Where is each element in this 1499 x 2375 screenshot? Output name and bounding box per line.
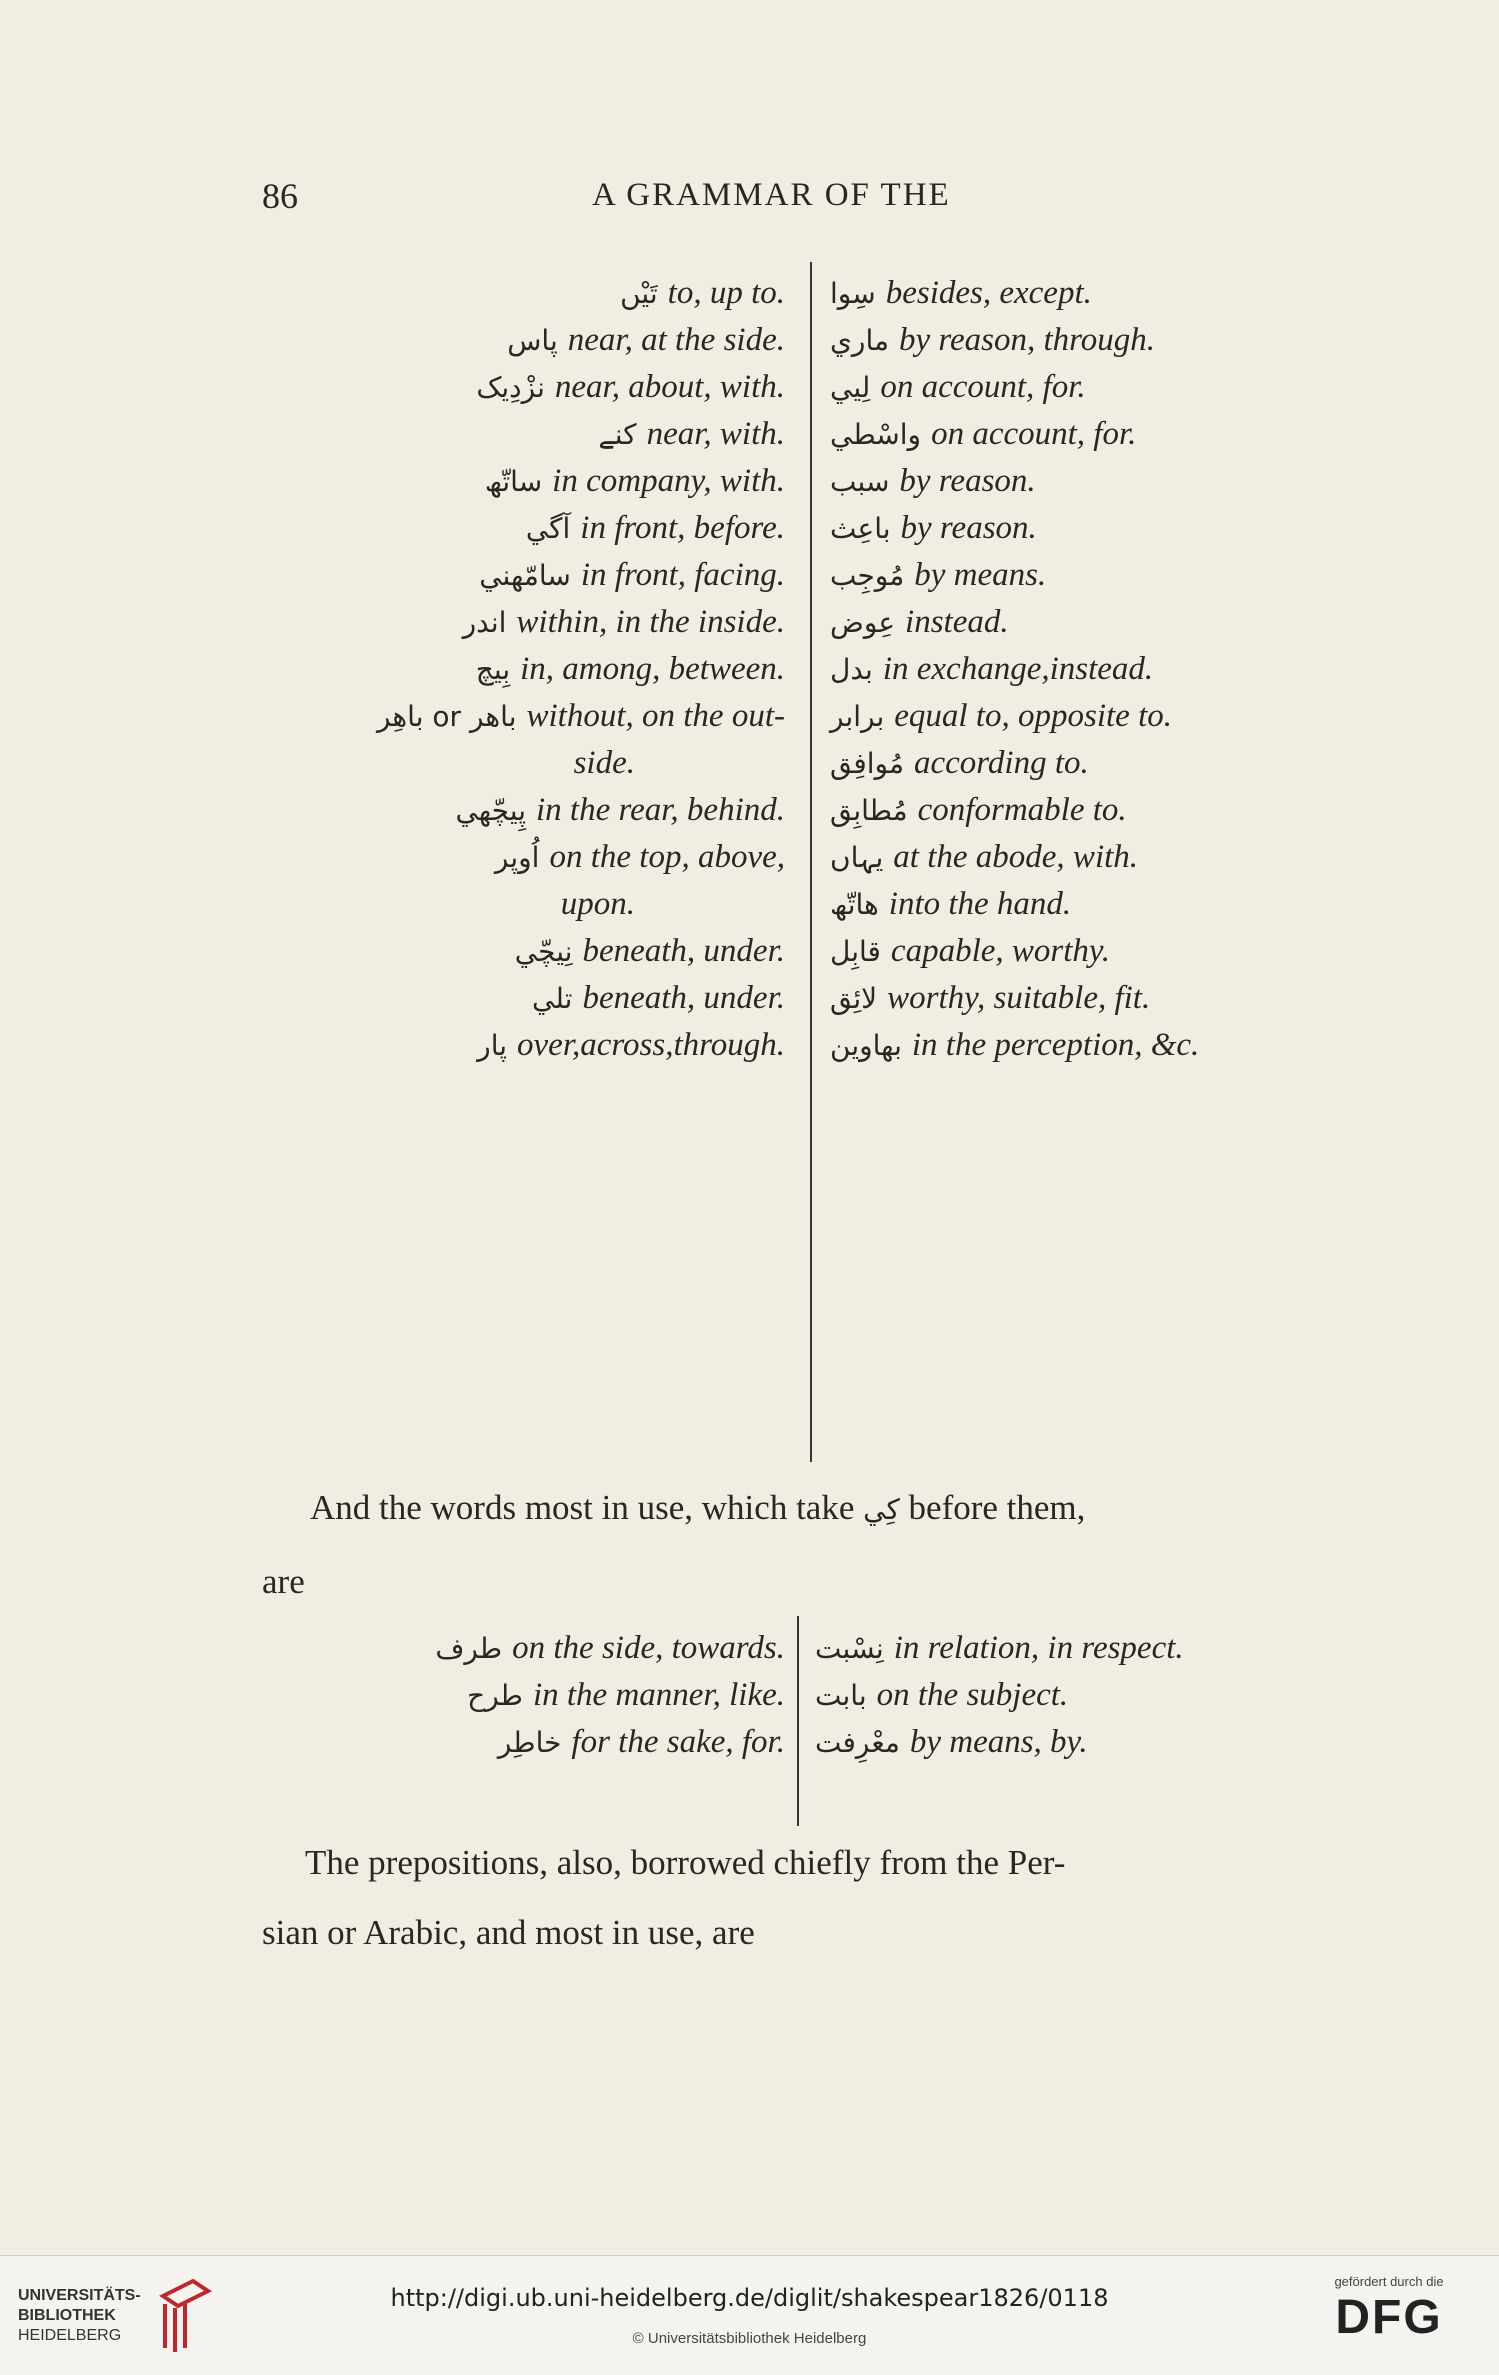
hindustani-word: لِيي [830,371,871,404]
hindustani-word: اُوپر [494,841,540,874]
english-gloss: besides, except. [885,275,1092,311]
right-entry-row [830,933,1110,970]
left-entry-row [455,792,785,829]
english-gloss: on the subject. [876,1677,1069,1713]
page-number: 86 [262,176,298,216]
english-gloss: on account, for. [880,369,1086,405]
english-gloss: capable, worthy. [890,933,1110,969]
left-entry-row [477,1027,785,1064]
left-entry-row [526,510,785,547]
hindustani-word: ماري [830,324,889,357]
paragraph-borrowed-prepositions [305,1835,1065,1891]
hindustani-word: بِيچ [475,653,511,686]
hindustani-word: طرف [435,1632,503,1665]
english-gloss: near, at the side. [567,322,785,358]
english-gloss: into the hand. [888,886,1072,922]
hindustani-word: برابر [830,700,885,733]
english-gloss: instead. [905,604,1009,640]
right-entry-row [830,698,1172,735]
hindustani-word: باعِث [830,512,891,545]
left-preposition-column [240,275,785,1475]
left-entry-row [598,416,785,453]
library-line2: BIBLIOTHEK [18,2307,116,2324]
hindustani-word: سِوا [830,277,876,310]
hindustani-word: بهاوين [830,1029,902,1062]
right-entry-row [830,275,1092,312]
english-gloss: over,across,through. [517,1027,785,1063]
hindustani-word: خاطِر [497,1726,562,1759]
hindustani-word: مُوافِق [830,747,904,780]
left-entry-2-row [498,1724,785,1761]
left-entry-row [507,322,785,359]
hindustani-word: طرح [467,1679,523,1712]
english-gloss: within, in the inside. [516,604,785,640]
english-gloss: to, up to. [667,275,785,311]
paragraph-words-taking-ki [310,1480,1085,1538]
hindustani-word: ساتّھ [484,465,543,498]
hindustani-word: هاتّھ [830,888,879,921]
left-entry-row [495,839,785,876]
right-entry-row [830,463,1036,500]
hindustani-word: پار [477,1029,508,1062]
column-divider [810,262,812,1462]
dfg-logo [1309,2274,1469,2364]
left-entry-row [377,698,785,735]
right-entry-2-row [815,1724,1088,1761]
english-gloss: beneath, under. [582,980,785,1016]
hindustani-word: قابِل [830,935,881,968]
english-gloss: in company, with. [552,463,785,499]
right-entry-2-row [815,1630,1184,1667]
library-line3: HEIDELBERG [18,2327,122,2344]
copyright-notice: © Universitätsbibliothek Heidelberg [632,2330,867,2347]
hindustani-word: لائِق [830,982,878,1015]
english-gloss: for the sake, for. [571,1724,785,1760]
hindustani-word: سامّھني [479,559,571,592]
right-entry-row [830,510,1037,547]
left-entry-2-row [435,1630,785,1667]
english-gloss: side. [573,745,635,781]
right-entry-row [830,792,1127,829]
right-entry-row [830,651,1153,688]
library-line1: UNIVERSITÄTS- [18,2287,141,2304]
right-entry-row [830,980,1150,1017]
english-gloss: by reason, through. [898,322,1156,358]
english-gloss: in front, before. [580,510,785,546]
english-gloss: in the manner, like. [532,1677,785,1713]
english-gloss: on the side, towards. [512,1630,785,1666]
english-gloss: on the top, above, [549,839,785,875]
english-gloss: on account, for. [931,416,1137,452]
right-entry-row [830,322,1155,359]
left-entry-row [476,369,785,406]
hindustani-word: پِيچّھي [455,794,526,827]
hindustani-word: آگي [525,512,571,545]
hindustani-word: معْرِفت [815,1726,900,1759]
english-gloss: in relation, in respect. [893,1630,1184,1666]
hindustani-word: واسْطي [830,418,922,451]
english-gloss: in the perception, &c. [911,1027,1200,1063]
english-gloss: in exchange,instead. [882,651,1154,687]
hindustani-word: يہاں [830,841,884,874]
hindustani-word: نِسْبت [815,1632,884,1665]
english-gloss: in the rear, behind. [536,792,785,828]
hindustani-word: مُطابِق [830,794,908,827]
hindustani-word: اندر [462,606,507,639]
right-entry-row [830,839,1138,876]
para2-line1: The prepositions, also, borrowed chiefly from the Per- [305,1843,1066,1882]
english-gloss: upon. [560,886,635,922]
hindustani-word: نِيچّي [514,935,573,968]
hindustani-word: بدل [830,653,873,686]
para1-before: And the words most in use, which take [310,1488,855,1527]
english-gloss: near, about, with. [554,369,785,405]
english-gloss: without, on the out- [526,698,785,734]
hindustani-word: تَيْں [620,277,658,310]
left-entry-row [620,275,785,312]
column-divider-2 [797,1616,799,1826]
left-entry-row [515,933,785,970]
left-entry-row [479,557,785,594]
right-preposition-column-2 [815,1630,1350,1830]
right-entry-row [830,369,1086,406]
permalink-url[interactable]: http://digi.ub.uni-heidelberg.de/diglit/shakespear1826/0118 [390,2284,1109,2312]
left-preposition-column-2 [240,1630,785,1830]
footer-bar [0,2255,1499,2375]
para1-line2: are [262,1562,305,1601]
left-entry-row [561,886,785,923]
english-gloss: by means, by. [909,1724,1088,1760]
hindustani-word: عِوض [830,606,896,639]
para1-after: before them, [908,1488,1086,1527]
english-gloss: near, with. [646,416,785,452]
english-gloss: conformable to. [917,792,1127,828]
hindustani-word: نزْدِيک [476,371,545,404]
left-entry-row [532,980,785,1017]
funder-note: gefördert durch die [1334,2274,1444,2289]
right-entry-2-row [815,1677,1068,1714]
right-entry-row [830,745,1089,782]
hindustani-word: کنے [598,418,637,451]
para1-arabic: کِي [863,1493,900,1526]
right-entry-row [830,416,1136,453]
english-gloss: in front, facing. [580,557,785,593]
english-gloss: beneath, under. [582,933,785,969]
right-entry-row [830,1027,1199,1064]
hindustani-word: مُوجِب [830,559,905,592]
para2-line2: sian or Arabic, and most in use, are [262,1913,755,1952]
hindustani-word: تلي [532,982,573,1015]
english-gloss: in, among, between. [520,651,785,687]
funder-name: DFG [1335,2291,1443,2344]
left-entry-row [485,463,785,500]
running-head: A GRAMMAR OF THE [592,177,951,213]
hindustani-word: بابت [815,1679,867,1712]
right-entry-row [830,557,1046,594]
english-gloss: according to. [913,745,1089,781]
english-gloss: by reason. [900,510,1037,546]
page-header [262,175,1332,225]
english-gloss: at the abode, with. [893,839,1139,875]
english-gloss: by means. [914,557,1047,593]
hindustani-word: باهِر or باهر [376,700,517,733]
left-entry-row [463,604,785,641]
right-preposition-column [830,275,1350,1475]
left-entry-row [476,651,785,688]
english-gloss: equal to, opposite to. [894,698,1172,734]
right-entry-row [830,886,1071,923]
hindustani-word: پاس [507,324,558,357]
left-entry-2-row [467,1677,785,1714]
left-entry-row [574,745,785,782]
right-entry-row [830,604,1009,641]
english-gloss: by reason. [899,463,1036,499]
english-gloss: worthy, suitable, fit. [887,980,1151,1016]
hindustani-word: سبب [830,465,890,498]
